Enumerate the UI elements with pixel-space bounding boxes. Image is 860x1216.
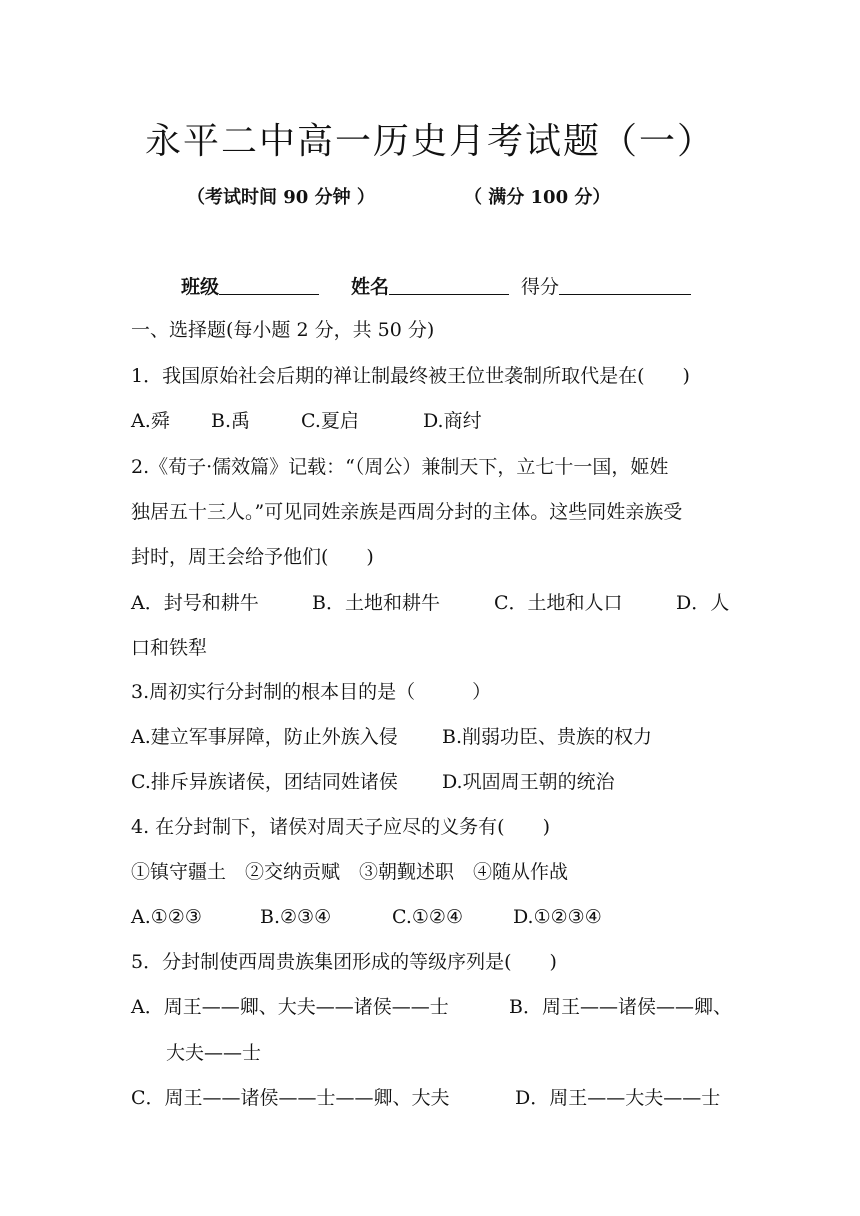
class-blank [219, 276, 319, 295]
question-2-option-d-wrap: 口和铁犁 [131, 637, 208, 659]
class-label: 班级 [181, 276, 220, 298]
question-4-options [131, 905, 602, 929]
option-c: C．周王——诸侯——士——卿、大夫 [131, 1087, 450, 1109]
name-blank [389, 276, 509, 295]
exam-title: 永平二中高一历史月考试题（一） [144, 121, 715, 162]
option-c: C．土地和人口 [494, 592, 623, 614]
name-label: 姓名 [351, 276, 390, 298]
question-1-options [131, 409, 482, 433]
question-4-stem: 4. 在分封制下，诸侯对周天子应尽的义务有( ) [131, 816, 550, 838]
option-b: B．土地和耕牛 [312, 592, 440, 614]
score-blank [559, 276, 691, 295]
option-b: B．周王——诸侯——卿、 [509, 996, 732, 1018]
question-3-stem: 3.周初实行分封制的根本目的是（ ） [131, 681, 492, 703]
option-a: A.舜 [131, 410, 170, 432]
option-d: D．周王——大夫——士 [515, 1087, 721, 1109]
option-a: A．封号和耕牛 [131, 592, 259, 614]
option-a: A.建立军事屏障，防止外族入侵 [131, 726, 398, 748]
option-d: D．人 [676, 592, 730, 614]
option-b: B.削弱功臣、贵族的权力 [442, 726, 653, 748]
exam-score-note: （ 满分 100 分） [464, 187, 611, 208]
question-3-options-row-1 [131, 725, 652, 749]
option-a: A.①②③ [131, 906, 202, 928]
section-heading: 一、选择题(每小题 2 分，共 50 分) [131, 319, 435, 341]
question-5-stem: 5．分封制使西周贵族集团形成的等级序列是( ) [131, 951, 557, 973]
option-c: C.①②④ [392, 906, 463, 928]
question-5-options-row-1 [131, 995, 732, 1019]
question-1-stem: 1．我国原始社会后期的禅让制最终被王位世袭制所取代是在( ) [131, 365, 690, 387]
question-5-options-row-2 [131, 1086, 720, 1110]
question-2-options [131, 591, 729, 615]
question-4-items: ①镇守疆土 ②交纳贡赋 ③朝觐述职 ④随从作战 [131, 861, 569, 883]
question-3-options-row-2 [131, 770, 615, 794]
option-b: B.禹 [211, 410, 251, 432]
question-2-stem-line-2: 独居五十三人。”可见同姓亲族是西周分封的主体。这些同姓亲族受 [131, 501, 683, 523]
exam-time-note: （考试时间 90 分钟 ） [187, 187, 375, 208]
option-d: D.巩固周王朝的统治 [442, 771, 615, 793]
student-info-row [181, 272, 691, 299]
option-c: C.夏启 [301, 410, 359, 432]
option-d: D.①②③④ [513, 906, 602, 928]
option-b: B.②③④ [260, 906, 332, 928]
question-5-option-b-wrap: 大夫——士 [166, 1042, 262, 1064]
score-label: 得分 [521, 276, 560, 298]
option-d: D.商纣 [423, 410, 482, 432]
option-c: C.排斥异族诸侯，团结同姓诸侯 [131, 771, 398, 793]
question-2-stem-line-3: 封时，周王会给予他们( ) [131, 546, 374, 568]
option-a: A．周王——卿、大夫——诸侯——士 [131, 996, 449, 1018]
question-2-stem-line-1: 2.《荀子·儒效篇》记载：“（周公）兼制天下，立七十一国，姬姓 [131, 456, 669, 478]
